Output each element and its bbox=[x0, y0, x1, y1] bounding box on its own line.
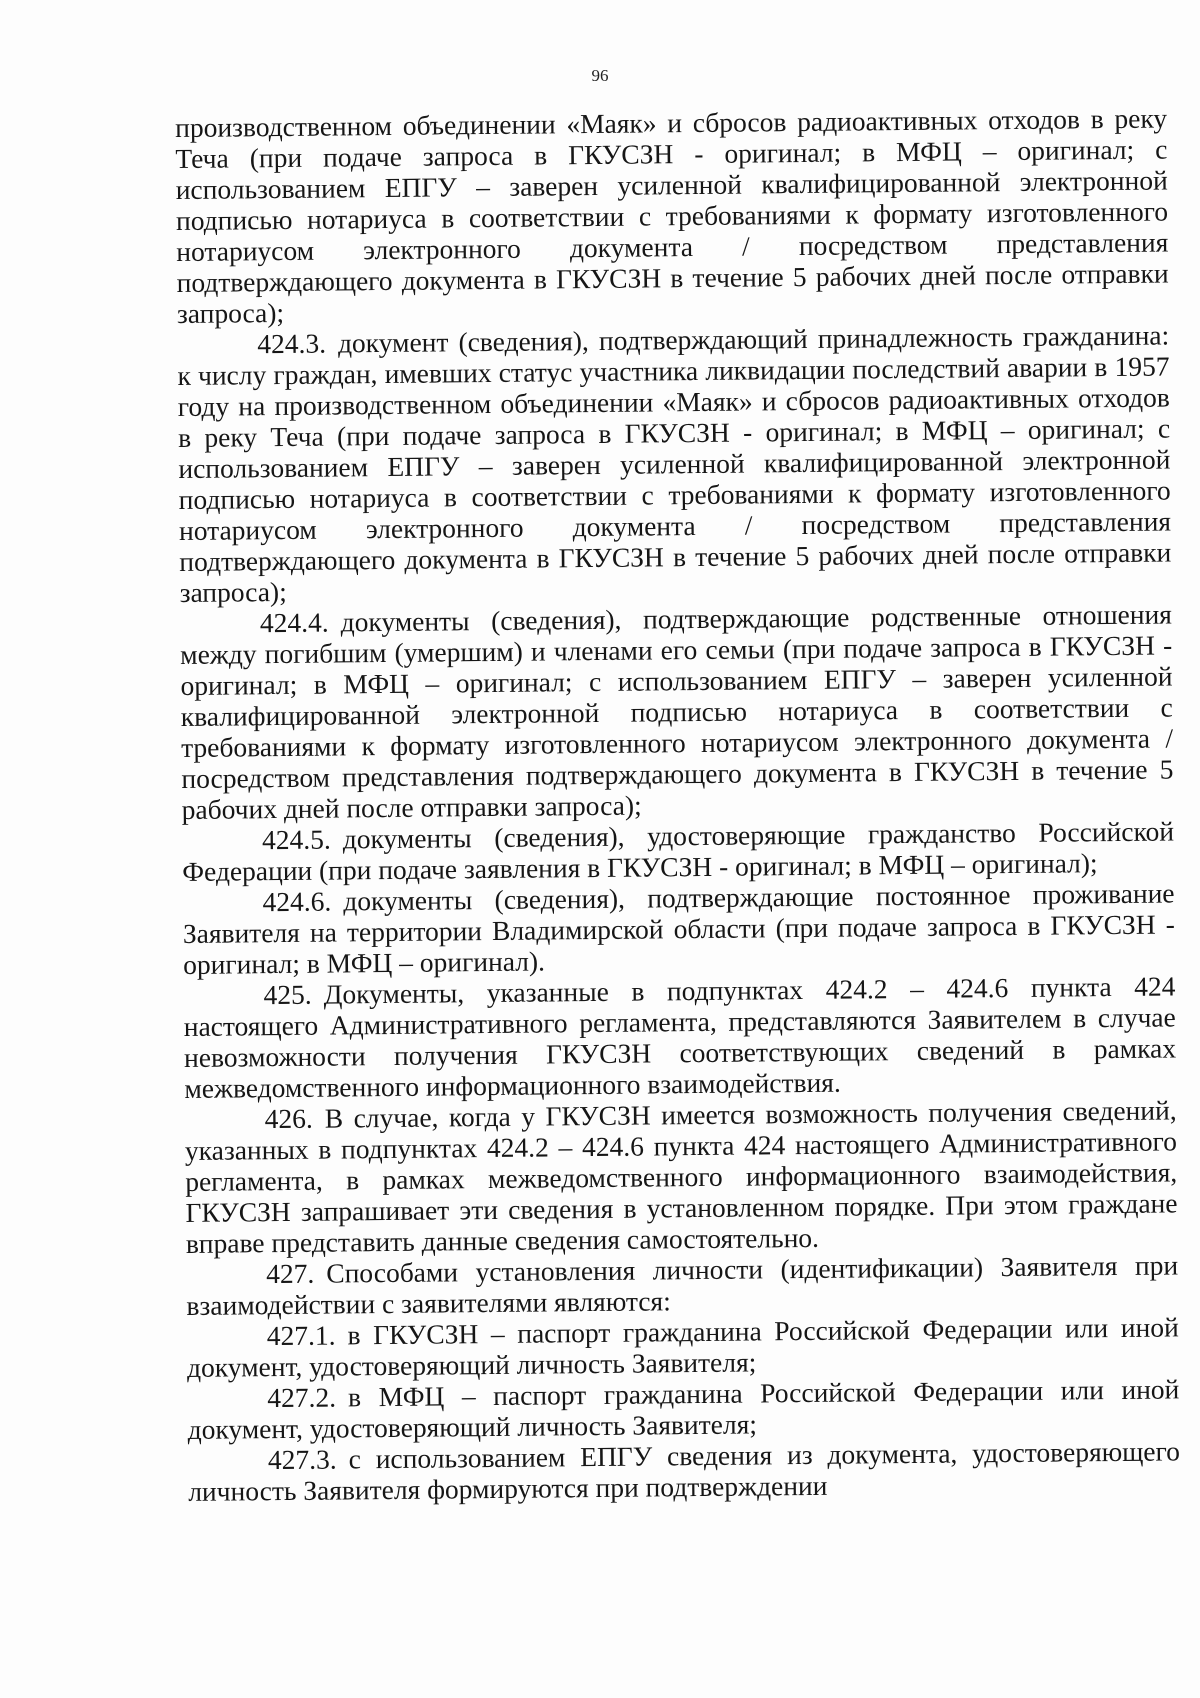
paragraph-text: документ (сведения), подтверждающий принадлежность гражданина: к числу граждан, имевших статус участника ликвидации последствий аварии в 1957 году на производственном объединении «Маяк» и сбросов радиоактивных отходов в реку Теча (при подаче запроса в ГКУСЗН - оригинал; в МФЦ – оригинал; с использованием ЕПГУ – заверен усиленной квалифицированной электронной подписью нотариуса в соответствии с требованиями к формату изготовленного нотариусом электронного документа / посредством представления подтверждающего документа в ГКУСЗН в течение 5 рабочих дней после отправки запроса); bbox=[177, 319, 1172, 608]
paragraph-427-3 bbox=[188, 1435, 1181, 1507]
paragraph-continuation bbox=[175, 102, 1169, 329]
paragraph-text: документы (сведения), подтверждающие родственные отношения между погибшим (умершим) и членами его семьи (при подаче запроса в ГКУСЗН - оригинал; в МФЦ – оригинал; с использованием ЕПГУ – заверен усиленной квалифицированной электронной подписью нотариуса в соответствии с требованиями к формату изготовленного нотариусом электронного документа / посредством представления подтверждающего документа в ГКУСЗН в течение 5 рабочих дней после отправки запроса); bbox=[180, 598, 1174, 825]
paragraph-424-6 bbox=[182, 877, 1175, 980]
paragraph-text: Документы, указанные в подпунктах 424.2 – 424.6 пункта 424 настоящего Административного регламента, представляются Заявителем в случае невозможности получения ГКУСЗН соответствующих сведений в рамках межведомственного информационного взаимодействия. bbox=[183, 970, 1177, 1104]
paragraph-427-1 bbox=[187, 1311, 1180, 1383]
paragraph-number: 427.3. bbox=[267, 1443, 337, 1476]
paragraph-text: документы (сведения), подтверждающие постоянное проживание Заявителя на территории Владимирской области (при подаче запроса в ГКУСЗН - оригинал; в МФЦ – оригинал). bbox=[182, 877, 1175, 980]
paragraph-number: 424.4. bbox=[259, 606, 329, 639]
paragraph-text: В случае, когда у ГКУСЗН имеется возможность получения сведений, указанных в подпунктах 424.2 – 424.6 пункта 424 настоящего Административного регламента, в рамках межведомственного информационного взаимодействия, ГКУСЗН запрашивает эти сведения в установленном порядке. При этом граждане вправе представить данные сведения самостоятельно. bbox=[184, 1094, 1178, 1259]
paragraph-text: в ГКУСЗН – паспорт гражданина Российской Федерации или иной документ, удостоверяющий личность Заявителя; bbox=[186, 1311, 1179, 1383]
page-number: 96 bbox=[591, 66, 609, 85]
paragraph-number: 424.3. bbox=[257, 327, 327, 360]
paragraph-number: 425. bbox=[263, 978, 312, 1011]
paragraph-text: документы (сведения), удостоверяющие гражданство Российской Федерации (при подаче заявления в ГКУСЗН - оригинал; в МФЦ – оригинал); bbox=[182, 815, 1175, 887]
paragraph-number: 427. bbox=[266, 1257, 315, 1290]
paragraph-number: 424.6. bbox=[262, 885, 332, 918]
paragraph-424-3 bbox=[177, 319, 1172, 608]
paragraph-number: 426. bbox=[264, 1102, 313, 1135]
paragraph-426 bbox=[185, 1094, 1178, 1259]
paragraph-427-2 bbox=[187, 1373, 1180, 1445]
document-body bbox=[175, 102, 1180, 1506]
paragraph-424-4 bbox=[180, 598, 1174, 825]
paragraph-427 bbox=[186, 1249, 1179, 1321]
paragraph-text: с использованием ЕПГУ сведения из документа, удостоверяющего личность Заявителя формируются при подтверждении bbox=[188, 1435, 1181, 1507]
paragraph-number: 424.5. bbox=[261, 823, 331, 856]
paragraph-424-5 bbox=[182, 815, 1175, 887]
paragraph-425 bbox=[183, 970, 1176, 1104]
paragraph-text: Способами установления личности (идентификации) Заявителя при взаимодействии с заявителями являются: bbox=[186, 1249, 1179, 1321]
paragraph-text: в МФЦ – паспорт гражданина Российской Федерации или иной документ, удостоверяющий личность Заявителя; bbox=[187, 1373, 1180, 1445]
paragraph-number: 427.1. bbox=[266, 1319, 336, 1352]
paragraph-text: производственном объединении «Маяк» и сбросов радиоактивных отходов в реку Теча (при подаче запроса в ГКУСЗН - оригинал; в МФЦ – оригинал; с использованием ЕПГУ – заверен усиленной квалифицированной электронной подписью нотариуса в соответствии с требованиями к формату изготовленного нотариусом электронного документа / посредством представления подтверждающего документа в ГКУСЗН в течение 5 рабочих дней после отправки запроса); bbox=[175, 102, 1169, 329]
paragraph-number: 427.2. bbox=[267, 1381, 337, 1414]
